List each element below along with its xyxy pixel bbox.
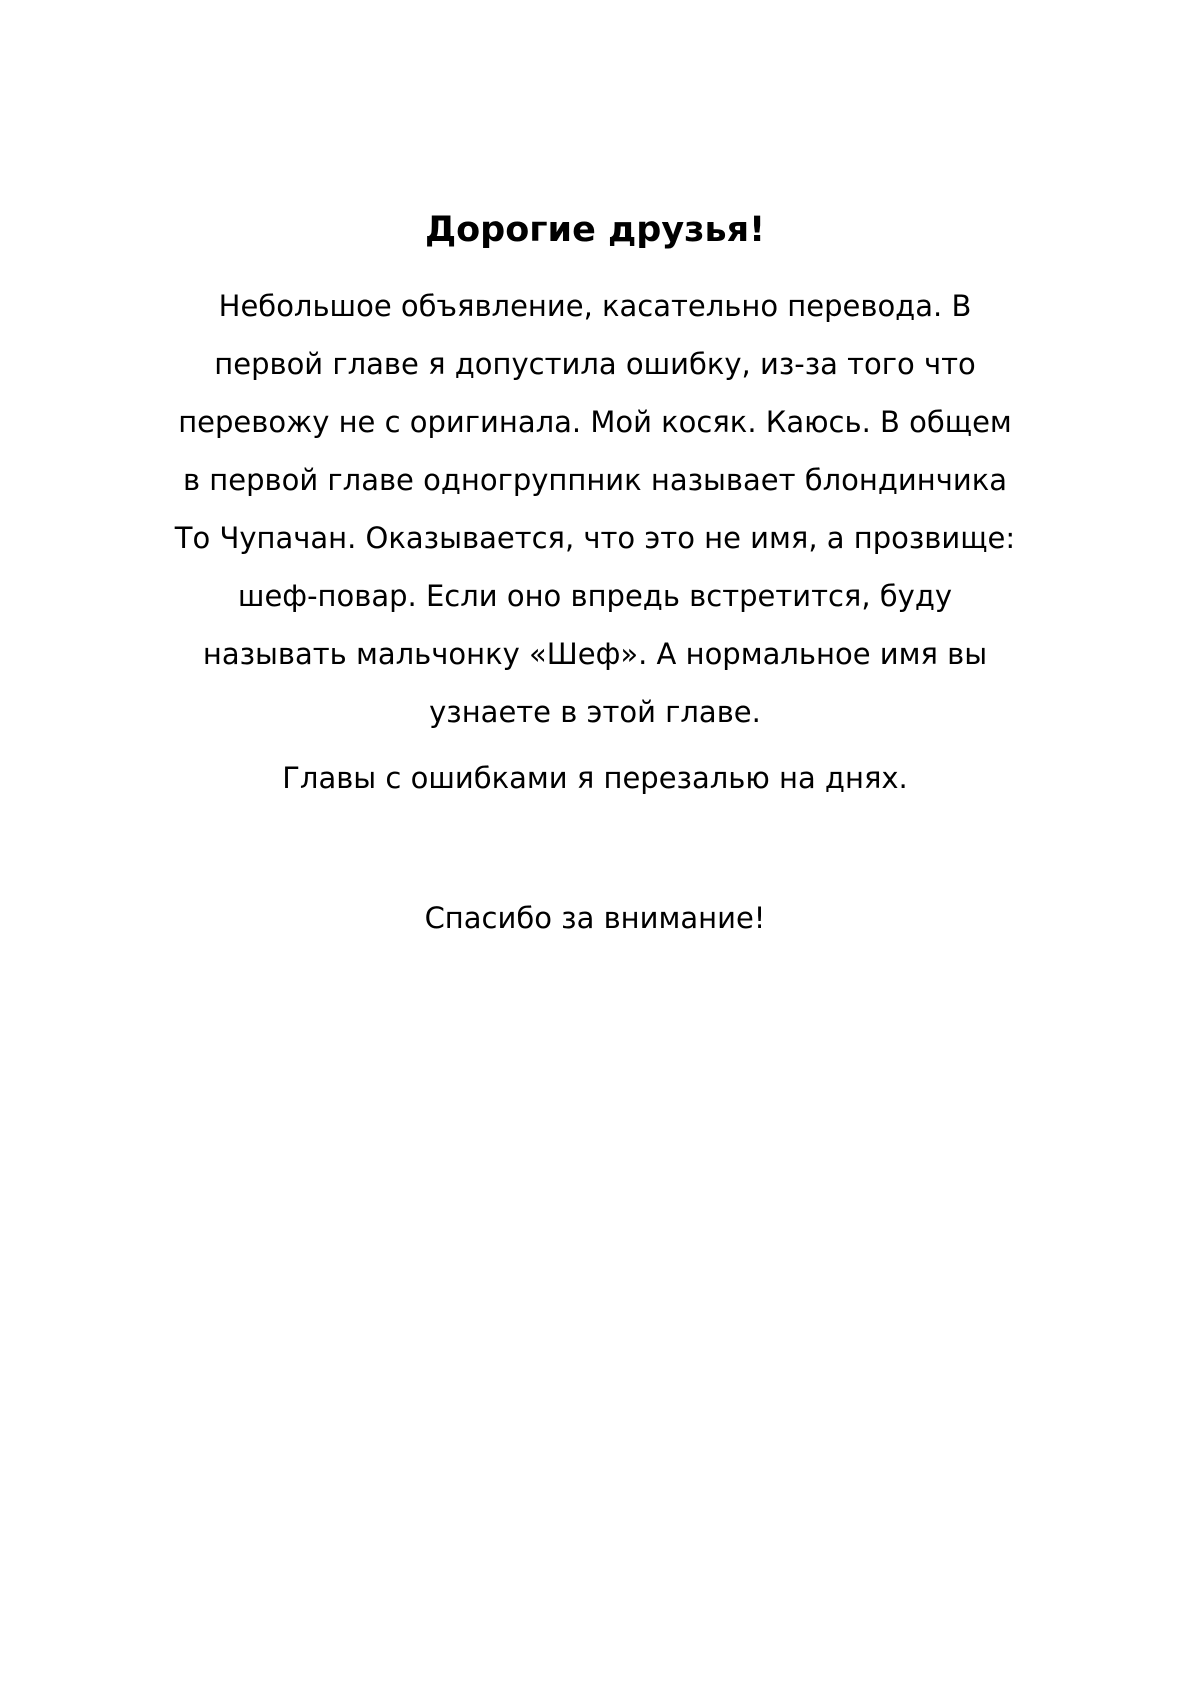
announcement-line: первой главе я допустила ошибку, из-за того что <box>214 347 976 381</box>
announcement-line: перевожу не с оригинала. Мой косяк. Каюсь. В общем <box>178 405 1012 439</box>
reupload-note: Главы с ошибками я перезалью на днях. <box>282 761 908 795</box>
closing-text: Спасибо за внимание! <box>424 901 766 935</box>
announcement-line: Небольшое объявление, касательно перевода. В <box>218 289 972 323</box>
announcement-line: называть мальчонку «Шеф». А нормальное имя вы <box>202 637 988 671</box>
announcement-line: шеф-повар. Если оно впредь встретится, буду <box>237 579 953 613</box>
spacer <box>110 807 1080 889</box>
announcement-line: То Чупачан. Оказывается, что это не имя, а прозвище: <box>174 521 1016 555</box>
announcement-content <box>110 205 1080 947</box>
spacer <box>110 741 1080 749</box>
announcement-line: в первой главе одногруппник называет блондинчика <box>183 463 1007 497</box>
page-title: Дорогие друзья! <box>424 210 766 250</box>
announcement-paragraph <box>110 277 1080 741</box>
announcement-line: узнаете в этой главе. <box>429 695 761 729</box>
